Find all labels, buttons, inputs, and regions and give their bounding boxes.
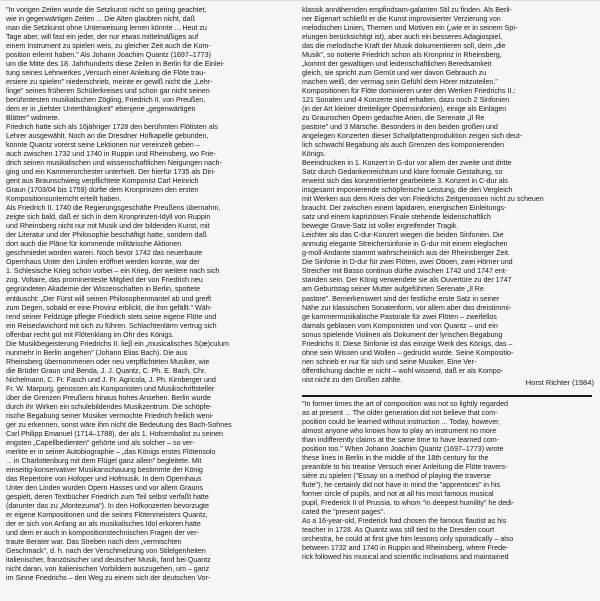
left-column [6, 0, 298, 583]
german-text-right: klassik annähernden empfindsam-galanten Stil zu finden. Als Berli- ner Eigenart schließt er die Kunst improvisierter Verzierung von melodischen Linien, Themen und Motiven ein („wie er in seinem Spi- elungen berücksichtigt ist), aber auch ein besseres Adagiospiel, das die melodische Kraft der Musik dokumentieren soll, dem „die Musik", so notierte Friedrich schon als Kronprinz in Rheinsberg, „kommt der gewaltigen und leidenschaftlichen Beredsamkeit gleich, sie spricht zum Gemüt und wer davon Gebrauch zu machen weiß, der vermag sein Gefühl dem Hörer mitzuteilen." Kompositionen für Flöte dominieren unter den Werken Friedrichs II.: 121 Sonaten und 4 Konzerte sind erhalten, dazu noch 2 Sinfonien (in der Art kleiner dreiteiliger Opernsinfonien), einige als Einlagen zu Graunschen Opern gedachte Arien, die Serenate „Il Re pastore" und 3 Märsche. Besonders in den beiden großen und angelegen Konzerten dieser Schallplattenproduktion zeigen sich deut- lich schwachl Begabung als auch Grenzen des komponierenden Königs. Beeindrucken in 1. Konzert in G-dur vor allem der zweite und dritte Satz durch Gedankenreichtum und klare formale Gestaltung, so erweist sich das konzentrierter gearbeitete 3. Konzert in C-dur als insgesamt imponierende schöpferische Leistung, die den Vergleich mit Werken aus dem Kreis der von Friedrichs Zeitgenossen nicht zu scheuen braucht. Der zwischen einem lapidaren, energischen Einleitungs- satz und einem kapriziösen Finale stehende leidenschaftlich bewegte Grave-Satz ist voller ergreifender Tragik. Leichter als das C-dur-Konzert wiegen die beiden Sinfonien. Die anmutig elegante Streichersinfonie in G-dur mit einem eleglschen g-moll-Andante stammt wahrscheinlich aus der Rheinsberger Zeit. Die Sinfonie in D-dur für zwei Flöten, zwei Oboen, zwei Hörner und Streicher mit Basso continuo dürfte zwischen 1742 und 1747 ent- standen sein. Der König verwendete sie als Ouvertüre zu der 1747 am Geburtstag seiner Mutter aufgeführten Serenate „Il Re pastore". Bemerkenswert sind der festliche erste Satz in seiner Nähe zur klassischen Sonatenform, vor allem aber das dreistimmi- ge kammermusikalische Pastorale für zwei Flöten – zweifellos damals geblasen vom Komponisten und von Quantz – und ein sonus spielende Violinen als Dokument der lyrischen Begabung Friedrichs II. Diese Sinfonie ist das einzige Werk des Königs, das – ohne sein Wissen und Wollen – gedruckt wurde. Seine Kompositio- nen schrieb er nur für sich und seine Musiker. Eine Ver- öffentlichung dachte er nicht – wohl wissend, daß er als Kompo- nist nicht zu den Großen zählte. [302, 6, 544, 384]
section-divider [302, 395, 592, 397]
german-text-left: "In vorigen Zeiten wurde die Setzkunst nicht so gering geachtet, wie in gegenwärtigen Zeiten ... Die Alten glaubten nicht, daß man die Setzkunst ohne Unterweisung lernen könnte ... Heut zu Tage aber, will fast ein jeder, der nur etwas mittelmäßiges auf einem Instrument zu spielen weis, zu gleicher Zeit auch die Kom- position erlernt haben." Als Johann Joachim Quantz (1697–1773) um die Mitte des 18. Jahrhunderts diese Zeilen in Berlin für die Einlei- tung seines Lehrwerkes „Versuch einer Anleitung die Flöte trau- ersiere zu spielen" niederschrieb, meinte er gewiß nicht die „Lehr- linge" seines früheren Schülerkreises und schon gar nicht seinen berühmtesten musikalischen Zögling, Friedrich II. von Preußen, dem er in „tiefster Unterthänigkeit" ebenjene „gegenwärtigen Blätter" widmete. Friedrich hatte sich als 16jähriger 1728 den berühmten Flötisten als Lehrer ausgewählt. Noch an die Dresdner Hofkapelle gebunden, konnte Quantz vorerst seine Lektionen nur vereinzelt geben – auch zwischen 1732 und 1740 in Ruppin und Rheinsberg, wo Frie- drich seinen musikalischen und wissenschaftlichen Neigungen nach- ging und ein Kammerorchester unterhielt. Der hierfür 1735 als Diri- gent aus Braunschweig verpflichtete Komponist Carl Heinrich Graun (1703/04 bis 1759) dürfte dem Kronprinzen den ersten Kompositionsunterricht erteilt haben. Als Friedrich II. 1740 die Regierungsgeschäfte Preußens übernahm, zeigte sich bald, daß er sich in dem Kronprinzen-Idyll von Ruppin und Rheinsberg nicht nur mit Musik und der bildenden Kunst, mit der Literatur und der Philosophie beschäftigt hatte, sondern daß dort auch die Pläne für kommende militärische Aktionen geschmiedet worden waren. Noch bevor 1742 das neuerbaute Opernhaus Unter den Linden eröffnet werden konnte, war der 1. Schlesische Krieg schon vorbei – ein Krieg, der weitere nach sich zog. Voltaire, das prominenteste Mitglied der von Friedrich neu gegründeten Akademie der Wissenschaften in Berlin, spottete entäuscht: „Der Fürst will seinen Philosophenmantel ab und greift zum Degen, sobald er eine Provinz erblickt, die ihm gefällt." Wäh- rend seiner Feldzüge pflegte Friedrich stets seine eigene Flöte und ein Reiseclavichord mit sich zu führen. Schlachtenlärm vertrug sich offenbar recht gut mit Flötenklang im Ohr des Königs. Die Musikbegeisterung Friedrichs II. lieβ ein „musicalisches S(æ)culum nunmehr in Berlin angehen" (Johann Elias Bach). Die aus Rheinsberg übernommenen oder neu verpflichteten Musiker, wie die Brüder Graun und Benda, J. J. Quantz, C. Ph. E. Bach, Chr. Nichelmann, C. Fr. Fasch und J. Fr. Agricola, J. Ph. Kirnberger und Fr. W. Marpurg, genossen als Komponisten und Musikschriftsteller über die Grenzen Preußens hinaus hohes Ansehen. Berlin wurde durch ihr Wirken ein schulebildendes Musikzentrum. Die schöpfe- rische Begabung seiner Musiker vermochte Friedrich freilich weni- ger zu erkennen, sonst wäre ihm nicht die Bedeutung des Bach-Sohnes Carl Philipp Emanuel (1714–1788), der als 1. Hofcembalist zu seinen engsten „Capellbedienten" gehörte und als solcher – so ver- merkte er in seiner Autobiographie – „das Königs erstes Flötensolo ... in Charlottenburg mit dem Flügel ganz allein" begleitete. Mit einseitig-konservativer Musikanschauung bestimmte der König das Repertoire von Hofoper und Hofmusik. In dem Opernhaus Unter den Linden wurden Opern Hasses und vor allem Grauns gespielt, deren Textbücher Friedrich zum Teil selbst verfaßt hatte (darunter das zu „Montezuma"). In den Hofkonzerten bevorzugte er eigene Kompositionen und die seines Flötenmeisters Quantz, der er sich von Anfang an als musikalisches Idol erkoren hatte und dem er auch in kompositionstechnischen Fragen der ver- traute Berater war. Das Streben nach dem „vermischten Geschmack", d. h. nach der Verschmelzung von Stilelgenheiten italienischer, französischer und deutscher Musik, fand bei Quantz nicht daran, von italienischen Vorbildern auszugehen, um – ganz im Sinne Friedrichs – den Weg zu einem sich der deutschen Vor- [6, 6, 232, 582]
author-signature: Horst Richter (1984) [525, 378, 594, 387]
right-column [302, 0, 594, 562]
english-text: "In former times the art of composition was not so lightly regarded as at present ... The older generation did not believe that com- position could be learned without instruction ... Today, however, almost anyone who knows how to play an instrument no more than indifferently claims at the same time to have learned com- position too." When Johann Joachim Quantz (1697–1773) wrote these lines in Berlin in the middle of the 18th century for the preamble to his treatise Versuch einer Anleitung die Flöte travers- sière zu spielen ("Essay on a method of playing the traverse flute"), he certainly did not have in mind the "apprentices" in his former circle of pupils, and not at all his most famous musical pupil, Frederick II of Prussia, to whom "in deepest humility" he dedi- cated the "present pages". As a 16-year-old, Frederick had chosen the famous flautist as his teacher in 1728. As Quantz was still tied to the Dresden court orchestra, he could at first give him lessons only sporadically – also between 1732 and 1740 in Ruppin and Rheinsberg, where Frede- rick followed his musical and scientific inclinations and maintained [302, 400, 515, 562]
